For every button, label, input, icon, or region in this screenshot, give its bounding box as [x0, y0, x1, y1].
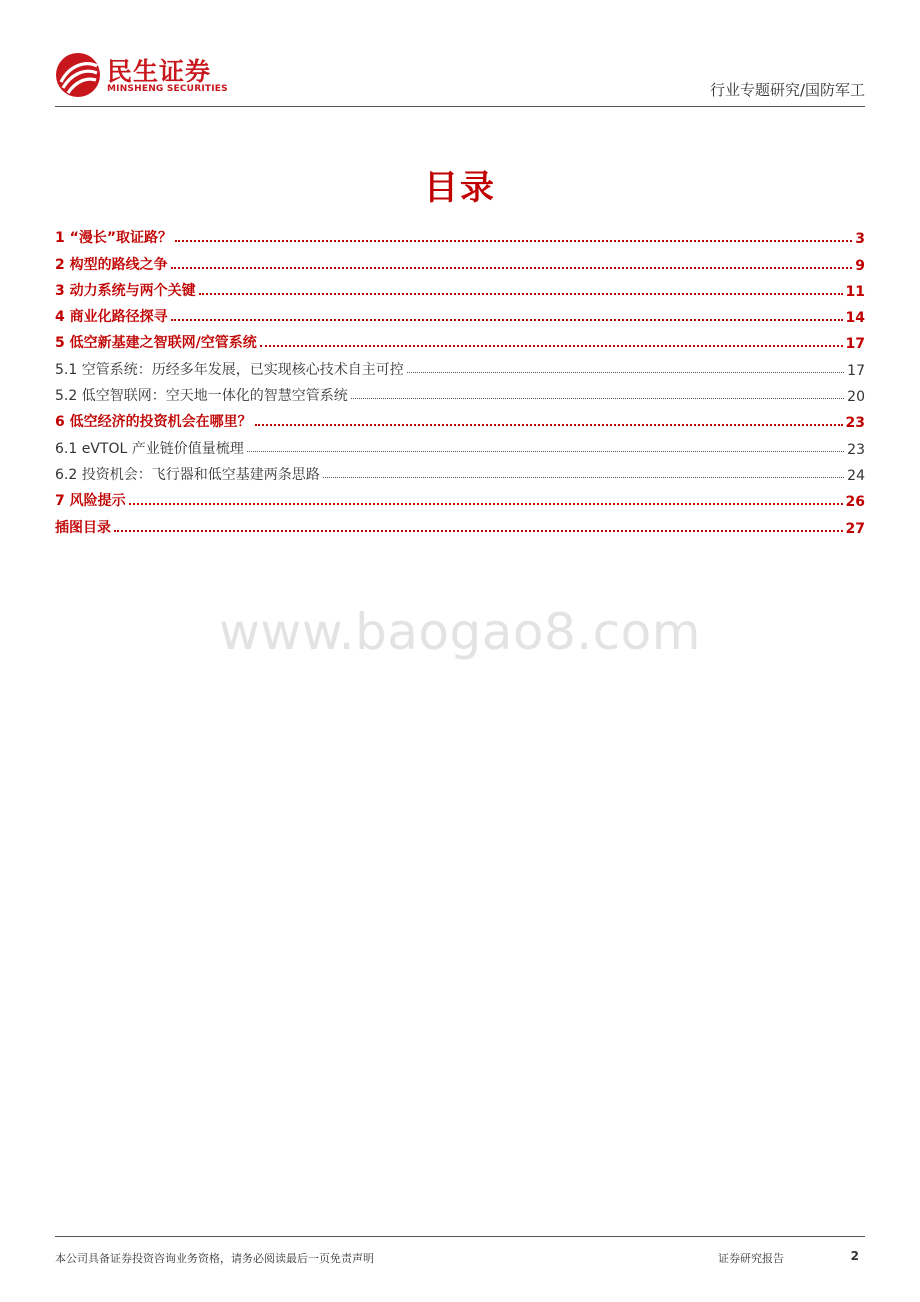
toc-leader-dots	[171, 267, 853, 269]
logo-chinese-name: 民生证券	[107, 57, 212, 86]
footer-doc-type: 证券研究报告	[718, 1252, 784, 1265]
toc-entry-label: 5.1 空管系统：历经多年发展，已实现核心技术自主可控	[55, 361, 404, 378]
toc-entry[interactable]	[55, 405, 865, 431]
toc-entry-label: 5.2 低空智联网：空天地一体化的智慧空管系统	[55, 388, 348, 405]
toc-entry-label: 插图目录	[55, 519, 111, 536]
toc-entry[interactable]	[55, 484, 865, 510]
toc-entry[interactable]	[55, 221, 865, 247]
toc-entry-label: 4 商业化路径探寻	[55, 309, 168, 326]
toc-entry-page: 23	[847, 441, 865, 458]
toc-leader-dots	[351, 398, 844, 399]
toc-entry-label: 6.2 投资机会：飞行器和低空基建两条思路	[55, 466, 320, 483]
toc-entry[interactable]	[55, 510, 865, 536]
minsheng-logo	[55, 52, 235, 100]
toc-subentry[interactable]	[55, 431, 865, 457]
toc-subentry[interactable]	[55, 458, 865, 484]
toc-entry-page: 24	[847, 467, 865, 484]
toc-entry-label: 5 低空新基建之智联网/空管系统	[55, 335, 257, 352]
toc-leader-dots	[129, 503, 843, 505]
toc-entry-page: 20	[847, 389, 865, 406]
toc-leader-dots	[407, 372, 844, 373]
toc-entry-page: 9	[855, 257, 865, 274]
page-title: 目录	[424, 168, 496, 208]
toc-entry-page: 26	[845, 494, 865, 511]
watermark: www.baogao8.com	[219, 603, 701, 661]
toc-entry-label: 6.1 eVTOL 产业链价值量梳理	[55, 440, 244, 457]
toc-entry-label: 6 低空经济的投资机会在哪里？	[55, 414, 252, 431]
toc-entry-label: 3 动力系统与两个关键	[55, 282, 196, 299]
toc-entry[interactable]	[55, 274, 865, 300]
toc-leader-dots	[260, 345, 843, 347]
toc-entry-label: 1 “漫长”取证路？	[55, 230, 173, 247]
toc-entry-page: 3	[855, 231, 865, 248]
toc-entry[interactable]	[55, 247, 865, 273]
page-number: 2	[850, 1249, 859, 1263]
toc-leader-dots	[114, 530, 843, 532]
toc-leader-dots	[247, 451, 844, 452]
toc-leader-dots	[175, 240, 852, 242]
toc-entry-page: 11	[845, 283, 865, 300]
toc-leader-dots	[255, 424, 843, 426]
report-type-label: 行业专题研究/国防军工	[709, 81, 865, 99]
logo-english-name: MINSHENG SECURITIES	[107, 84, 228, 94]
toc-entry-page: 27	[845, 520, 865, 537]
toc-entry-label: 7 风险提示	[55, 493, 126, 510]
page-footer	[55, 1236, 865, 1277]
minsheng-logo-icon	[55, 52, 101, 98]
toc-entry-page: 17	[845, 336, 865, 353]
toc-entry-page: 14	[845, 310, 865, 327]
toc-entry-label: 2 构型的路线之争	[55, 256, 168, 273]
toc-leader-dots	[171, 319, 843, 321]
toc-entry-page: 23	[845, 415, 865, 432]
toc-leader-dots	[199, 293, 843, 295]
footer-disclaimer: 本公司具备证券投资咨询业务资格，请务必阅读最后一页免责声明	[55, 1252, 374, 1265]
toc-entry[interactable]	[55, 326, 865, 352]
toc-subentry[interactable]	[55, 379, 865, 405]
toc-entry-page: 17	[847, 362, 865, 379]
page-header	[55, 50, 865, 107]
toc-entry[interactable]	[55, 300, 865, 326]
table-of-contents	[55, 221, 865, 537]
toc-leader-dots	[323, 477, 844, 478]
toc-subentry[interactable]	[55, 352, 865, 378]
